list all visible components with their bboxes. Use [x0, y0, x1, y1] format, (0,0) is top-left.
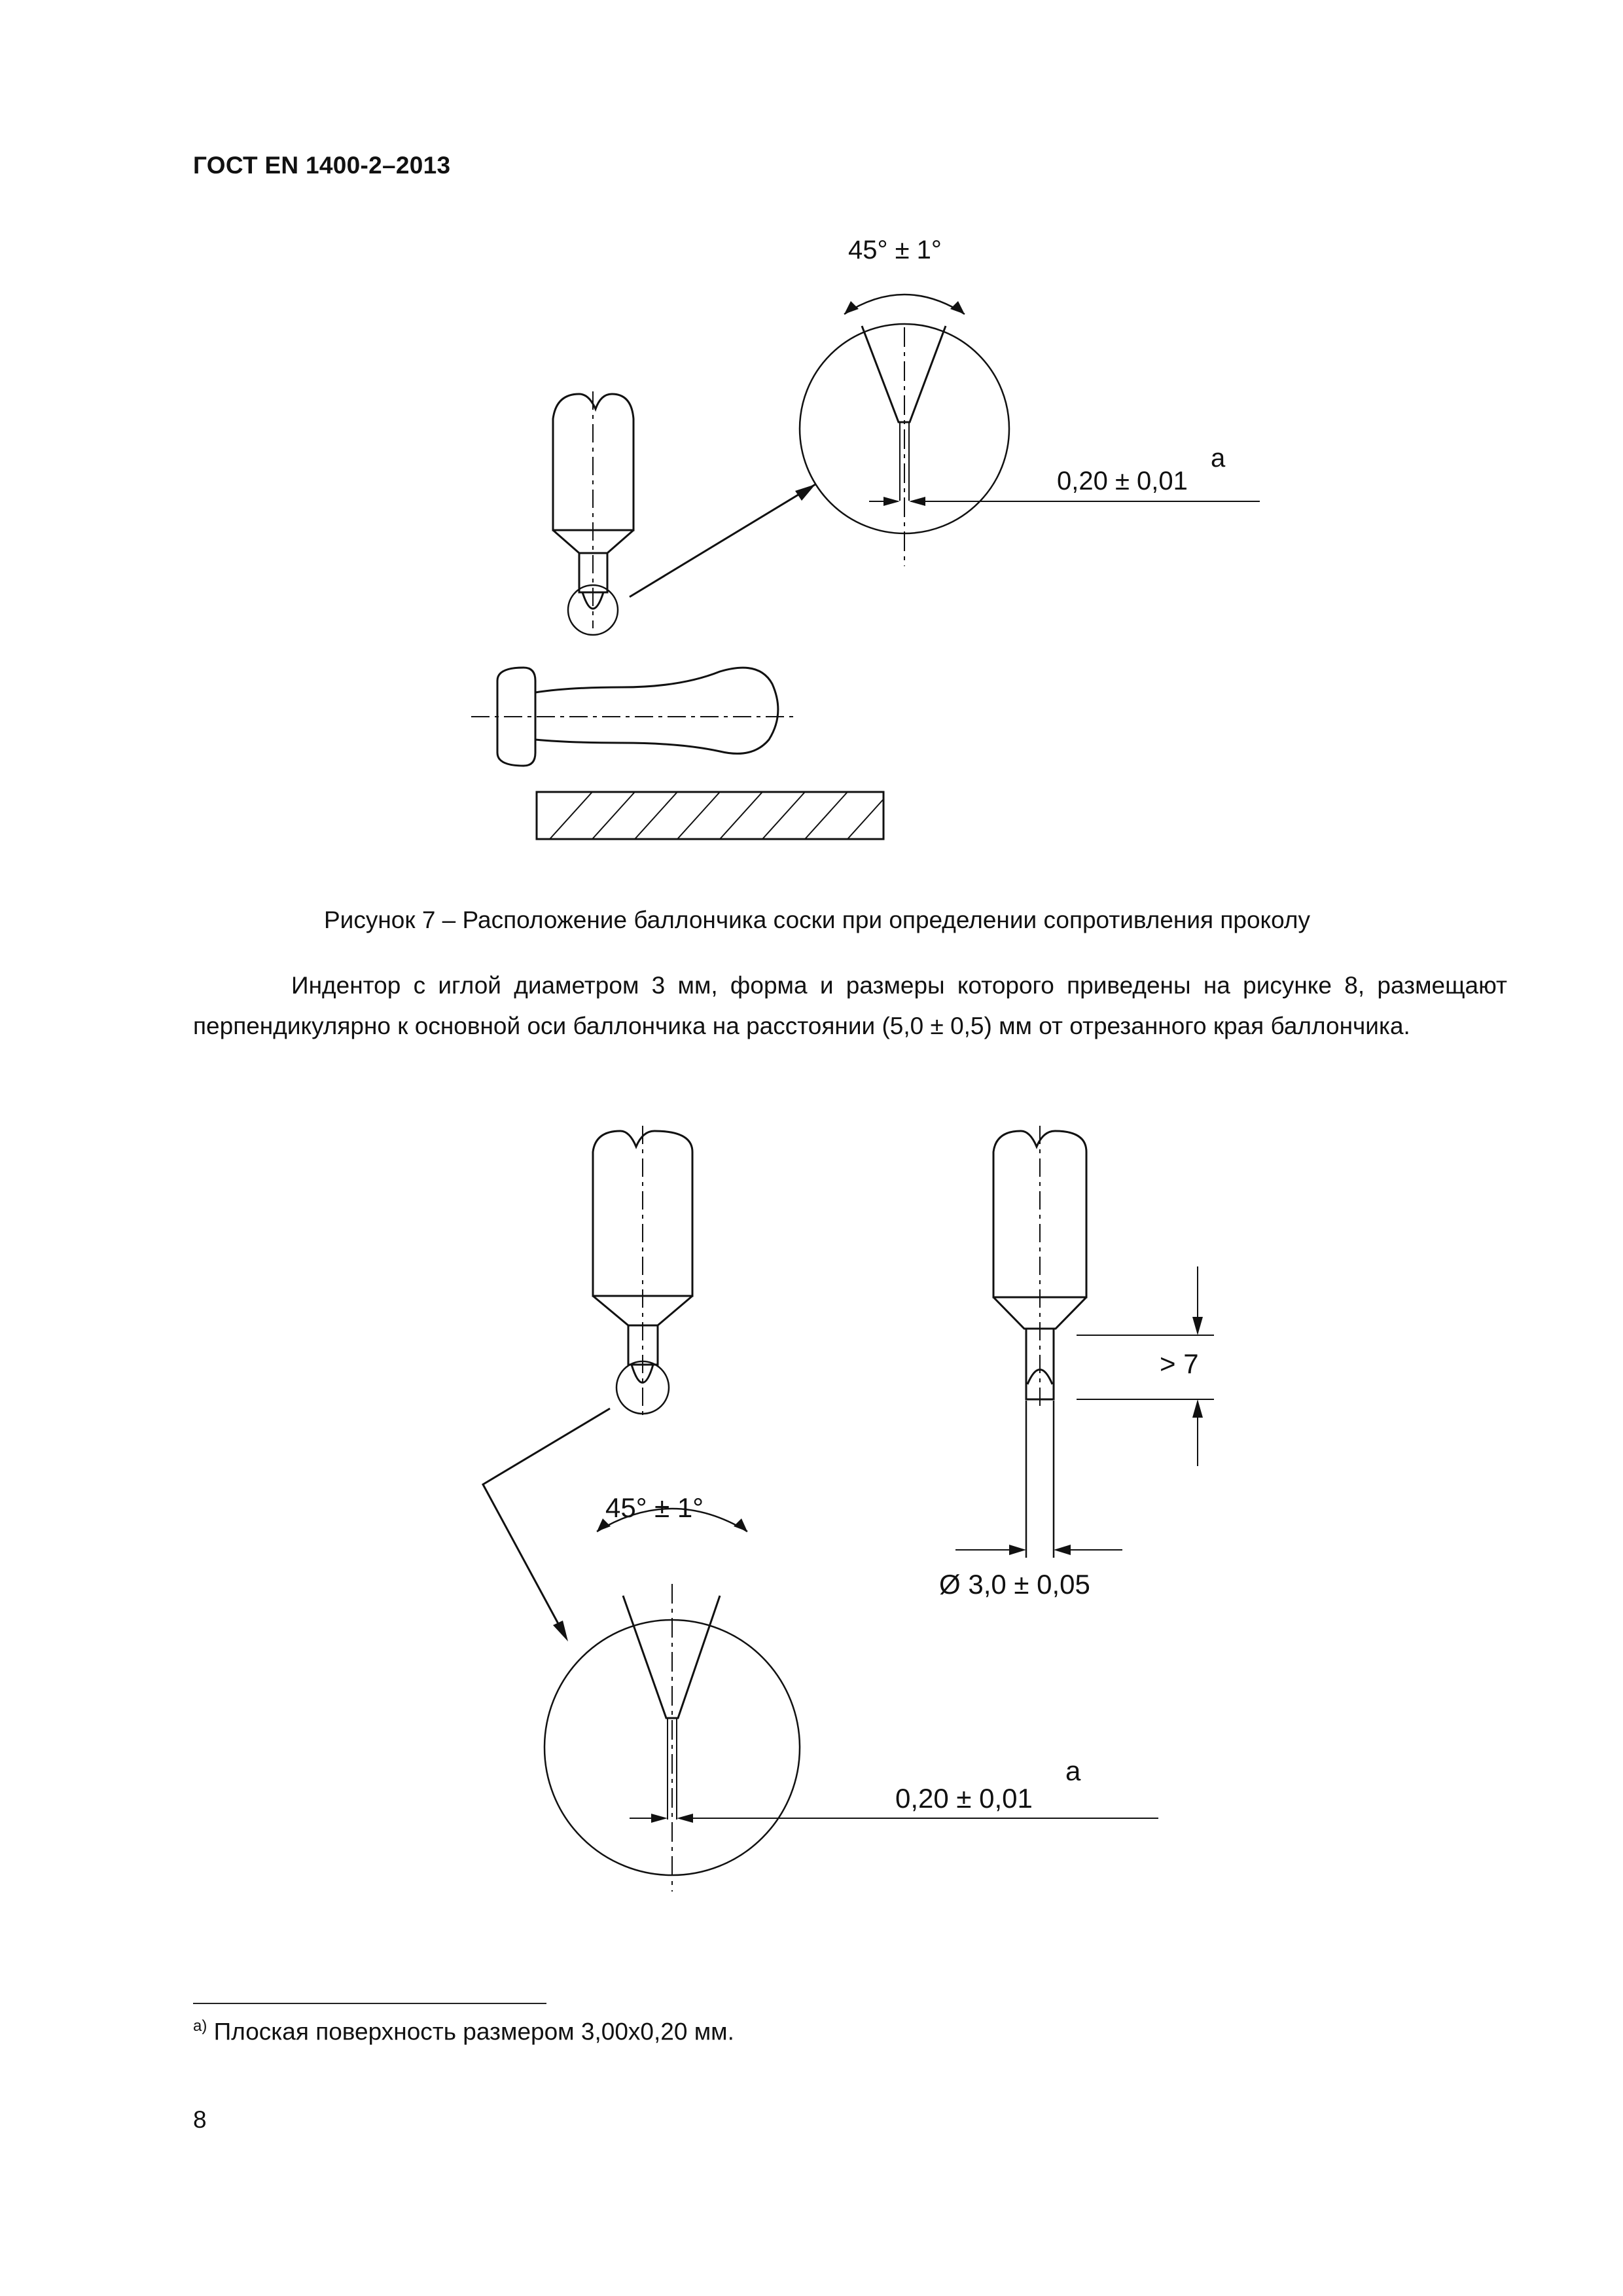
detail-circle-large-2: [544, 1509, 1158, 1892]
document-header: ГОСТ EN 1400-2–2013: [193, 152, 451, 179]
length-label: > 7: [1160, 1348, 1199, 1379]
figure-7-drawing: [458, 223, 1309, 877]
fig8-note-mark: a: [1065, 1755, 1081, 1786]
leader-arrowhead: [795, 484, 815, 501]
leader-arrow: [630, 484, 815, 597]
figure-8-drawing: [458, 1113, 1309, 1924]
footnote-marker: а): [193, 2017, 207, 2035]
fig8-angle-label: 45° ± 1°: [605, 1492, 704, 1523]
body-paragraph: Индентор с иглой диаметром 3 мм, форма и размеры которого приведены на рисунке 8, размещают перпендикулярно к основной оси баллончика на расстоянии (5,0 ± 0,5) мм от отрезанного края баллончика.: [193, 972, 1507, 1039]
test-plate: [537, 792, 883, 839]
leader-arrowhead-2: [553, 1621, 568, 1641]
leader-line-2: [483, 1408, 610, 1630]
fig8-flat-label: 0,20 ± 0,01: [895, 1783, 1033, 1814]
page-number: 8: [193, 2106, 207, 2133]
diameter-dimension: [955, 1545, 1122, 1555]
diameter-label: Ø 3,0 ± 0,05: [939, 1569, 1090, 1600]
figure-7-caption: Рисунок 7 – Расположение баллончика соски при определении сопротивления проколу: [324, 906, 1310, 933]
footnote-text: Плоская поверхность размером 3,00x0,20 мм.: [207, 2018, 734, 2045]
detail-circle-large: [800, 295, 1260, 566]
fig7-flat-label: 0,20 ± 0,01: [1057, 467, 1188, 495]
footnote-divider: [193, 2003, 546, 2004]
fig7-note-mark: a: [1211, 444, 1226, 473]
fig7-angle-label: 45° ± 1°: [848, 236, 942, 264]
footnote: [193, 2017, 734, 2045]
